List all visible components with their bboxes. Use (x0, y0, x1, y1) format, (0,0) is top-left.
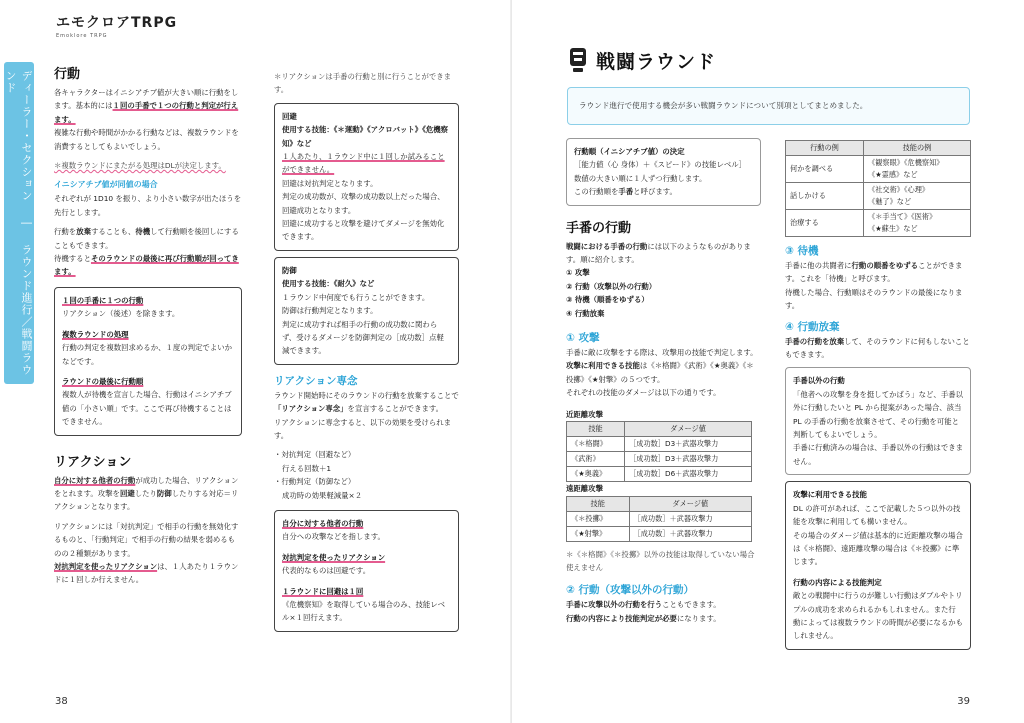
section-title-attack: ① 攻撃 (566, 332, 600, 345)
bold-span: 戦闘における手番の行動 (566, 241, 648, 251)
text-span: には以下のようなものがあります。順に紹介します。 (566, 241, 751, 265)
box-skill-text: 使用する技能：《＊運動》《アクロバット》《危機察知》など (282, 125, 449, 148)
text-span: は、１人あたり１ラウンドに１回しか行えません。 (54, 561, 239, 585)
right-column-1 (566, 138, 761, 625)
far-attack-table (566, 496, 752, 542)
attack-text: 手番に敵に攻撃をする際は、攻撃用の技能で判定します。 (566, 348, 758, 358)
page-number-left: 38 (55, 696, 68, 707)
table-cell: ［成功数］D3＋武器攻撃力 (625, 437, 752, 452)
bold-span: 攻撃に利用できる技能 (566, 361, 640, 371)
box-text: 《危機察知》を取得している場合のみ、技能レベル×１回行えます。 (282, 600, 446, 623)
bold-span: 手番に攻撃以外の行動を行う (566, 600, 663, 610)
box-text: 代表的なものは回避です。 (282, 566, 371, 576)
box-heading: 自分に対する他者の行動 (282, 518, 364, 528)
bold-span: 手番の行動を放棄 (785, 336, 845, 346)
text-span: になります。 (676, 613, 721, 623)
initiative-box (566, 138, 761, 206)
bold-span: 行動の順番をゆずる (851, 261, 919, 270)
table-cell: 治療する (786, 210, 864, 237)
box-text: 防御は行動判定となります。 (282, 306, 378, 316)
action-paragraph-2: 複雑な行動や時間がかかる行動などは、複数ラウンドを消費するとしてもよいでしょう。 (54, 128, 239, 151)
right-column-2 (785, 140, 971, 650)
wait-text-2: 待機した場合、行動順はそのラウンドの最後になります。 (785, 287, 963, 311)
intro-box: ラウンド進行で使用する機会が多い戦闘ラウンドについて別項としてまとめました。 (567, 87, 970, 125)
bold-span: 待機 (135, 227, 151, 237)
reaction-focus-text (274, 389, 459, 416)
initiative-tie-text: それぞれが 1D10 を振り、より小さい数字が出たほうを先行とします。 (54, 194, 242, 217)
far-attack-label: 遠距離攻撃 (566, 484, 603, 494)
section-title-reaction: リアクション (54, 454, 132, 470)
table-cell (864, 183, 971, 210)
box-heading: 攻撃に利用できる技能 (793, 490, 867, 500)
text-span: を宣言することができます。 (347, 404, 444, 414)
text-span: ことができます。これを「待機」と呼びます。 (785, 261, 963, 284)
box-heading: 対抗判定を使ったリアクション (282, 552, 386, 562)
bold-span: 「リアクション専念」 (274, 404, 348, 414)
section-title-turn-action: 手番の行動 (566, 220, 632, 236)
box-title: 回避 (282, 111, 297, 121)
box-text: 判定に成功すれば相手の行動の成功数に関わらず、受けるダメージを防御判定の［成功数］点軽減できます。 (282, 319, 444, 356)
text-span: したりする対応＝リアクションとなります。 (54, 488, 239, 512)
text-span: この行動順を (574, 187, 619, 197)
box-skill-text: 使用する技能：《耐久》など (282, 279, 375, 289)
other-action-text-2 (566, 612, 761, 625)
text-span: することも、 (90, 227, 136, 237)
reaction-paragraph (54, 474, 242, 514)
effect-item-2-detail: 成功時の効果軽減量×２ (282, 490, 363, 500)
box-heading: １ラウンドに回避は１回 (282, 586, 364, 596)
near-attack-table (566, 421, 752, 482)
logo (56, 12, 177, 39)
bold-span: 放棄 (76, 227, 91, 237)
cell-line: 《★霊感》など (868, 170, 918, 179)
text-span: 行動を (54, 227, 77, 237)
table-row (786, 156, 971, 183)
reaction-notes-box (274, 510, 459, 632)
cell-line: 《観察眼》《危機察知》 (868, 158, 944, 167)
table-row (786, 183, 971, 210)
section-title-give-up: ④ 行動放棄 (785, 320, 840, 333)
reaction-types-text: リアクションには「対抗判定」で相手の行動を無効化するものと、「行動判定」で相手の行動の結果を弱めるものの２種類があります。 (54, 521, 239, 558)
box-text: 行動の判定を複数回求めるか、１度の判定でよいかなどです。 (62, 343, 232, 366)
box-text: 手番に行動済みの場合は、手番以外の行動はできません。 (793, 443, 963, 466)
note-span: ＊複数ラウンドにまたがる処理はDLが決定します。 (54, 161, 226, 171)
box-text: リアクション（後述）を除きます。 (62, 309, 180, 319)
table-header: 行動の例 (786, 141, 864, 156)
table-cell: ［成功数］D3＋武器攻撃力 (625, 452, 752, 467)
battle-icon (568, 46, 588, 74)
table-cell (864, 156, 971, 183)
wait-text (785, 259, 971, 286)
logo-sub-text: Emoklore TRPG (56, 33, 108, 39)
box-heading: ラウンドの最後に行動順 (62, 376, 144, 386)
reaction-focus-effect: リアクションに専念すると、以下の効果を受けられます。 (274, 417, 452, 440)
turn-list-item: ④ 行動放棄 (566, 308, 605, 318)
table-cell: 《★奥義》 (567, 467, 625, 482)
action-notes-box (54, 287, 242, 436)
text-span: したり (134, 488, 157, 498)
turn-list-item: ② 行動（攻撃以外の行動） (566, 281, 657, 291)
table-header: 技能 (567, 496, 630, 511)
box-heading: １回の手番に１つの行動 (62, 295, 144, 305)
bold-span: 回避 (119, 488, 135, 498)
cell-line: 《社交術》《心理》 (868, 185, 930, 194)
box-limit-text: １人あたり、１ラウンド中に１回しか試みることができません。 (282, 152, 445, 175)
action-example-table (785, 140, 971, 237)
emphasis-span: 自分に対する他者の行動 (54, 475, 136, 485)
cell-line: 《＊手当て》《医術》 (868, 212, 937, 221)
text-span: 待機すると (54, 254, 91, 264)
box-text: その場合のダメージ値は基本的に近距離攻撃の場合は《＊格闘》、遠距離攻撃の場合は《＊投擲》に準じます。 (793, 530, 963, 567)
non-turn-action-box (785, 367, 971, 475)
text-span: こともできます。 (662, 600, 721, 610)
chapter-header (568, 46, 716, 74)
box-title: 防御 (282, 265, 297, 275)
table-header: ダメージ値 (625, 422, 752, 437)
text-span: して、そのラウンドに何もしないこともできます。 (785, 336, 970, 360)
text-span: 各キャラクターはイニシアチブ値が大きい順に行動をします。基本的には (54, 88, 239, 111)
box-text: 判定の成功数が、攻撃の成功数以上だった場合、回避成功となります。 (282, 192, 445, 215)
box-text: DL の許可があれば、ここで記載した５つ以外の技能を攻撃に利用しても構いません。 (793, 503, 961, 527)
table-cell: 《＊格闘》 (567, 437, 625, 452)
table-header: ダメージ値 (629, 496, 752, 511)
bold-span: 行動の内容により技能判定が必要 (566, 613, 677, 623)
section-title-other-action: ② 行動（攻撃以外の行動） (566, 584, 695, 597)
emphasis-span: 対抗判定を使ったリアクション (54, 561, 158, 571)
multi-round-note (54, 159, 242, 172)
box-text: 回避は対抗判定となります。 (282, 178, 378, 188)
box-text: 複数人が待機を宣言した場合、行動はイニシアチブ値の「小さい順」です。ここで再び待機することはできません。 (62, 390, 232, 427)
table-cell: 《★射撃》 (567, 526, 630, 541)
emphasis-span: そのラウンドの最後に再び行動順が回ってきます。 (54, 254, 239, 277)
table-note: ＊《＊格闘》《＊投擲》以外の技能は取得していない場合使えません (566, 549, 755, 572)
effect-item-1-detail: 行える回数＋1 (282, 463, 332, 473)
box-text (574, 185, 753, 198)
box-text: 「他者への攻撃を身を挺してかばう」など、手番以外に行動したいと PL から提案があった場合、該当 PL の手番の行動を放棄させて、その行動を可能と判断してもよいでしょう。 (793, 389, 963, 440)
table-cell: 何かを調べる (786, 156, 864, 183)
attack-damage-text: それぞれの技能のダメージは以下の通りです。 (566, 388, 721, 398)
table-header: 技能の例 (864, 141, 971, 156)
table-row (567, 437, 752, 452)
action-paragraph (54, 86, 242, 126)
turn-list-item: ① 攻撃 (566, 268, 590, 278)
table-cell (864, 210, 971, 237)
box-text: １ラウンド中何度でも行うことができます。 (282, 292, 430, 302)
right-page (512, 0, 1024, 723)
table-row (567, 467, 752, 482)
attack-notes-box (785, 481, 971, 649)
box-text: 数値の大きい順に１人ずつ行動します。 (574, 173, 707, 183)
box-text: 自分への攻撃などを指します。 (282, 532, 385, 542)
box-text: 敵との戦闘中に行うのが難しい行動はダブルやトリプルの成功を求められるかもしれません。また行動によっては複数ラウンドの時間が必要になるかもしれません。 (793, 591, 963, 641)
section-side-tab: ディーラー・セクション ― ラウンド進行／戦闘ラウンド (4, 62, 34, 384)
box-title: 手番以外の行動 (793, 376, 845, 386)
bold-span: 手番 (618, 187, 634, 197)
table-row (567, 511, 752, 526)
box-title: 行動順（イニシアチブ値）の決定 (574, 147, 685, 156)
box-heading: 複数ラウンドの処理 (62, 329, 129, 339)
table-row (567, 526, 752, 541)
box-text: ［能力値（心 身体）＋《スピード》の技能レベル］ (574, 160, 747, 170)
logo-main-text: エモクロアTRPG (56, 15, 178, 31)
effect-item-2: ・行動判定（防御など） (274, 477, 356, 487)
section-title-action: 行動 (54, 67, 81, 82)
box-text: 回避に成功すると攻撃を避けてダメージを無効化できます。 (282, 219, 445, 242)
table-row (567, 452, 752, 467)
table-cell: ［成功数］＋武器攻撃力 (629, 511, 752, 526)
table-header: 技能 (567, 422, 625, 437)
cell-line: 《★蘇生》など (868, 224, 918, 233)
near-attack-label: 近距離攻撃 (566, 409, 603, 419)
reaction-limit-text (54, 560, 242, 587)
section-title-wait: ③ 待機 (785, 245, 819, 257)
left-column-1 (54, 66, 242, 587)
text-span: 手番に他の共闘者に (785, 261, 852, 270)
defense-box (274, 257, 459, 365)
effect-item-1: ・対抗判定（回避など） (274, 450, 356, 460)
text-span: と呼びます。 (633, 187, 677, 197)
bold-span: 防御 (156, 488, 172, 498)
table-cell: ［成功数］＋武器攻撃力 (629, 526, 752, 541)
turn-list-item: ③ 待機（順番をゆずる） (566, 295, 649, 305)
box-heading: 行動の内容による技能判定 (793, 577, 882, 587)
text-span: は《＊格闘》《武術》《★奥義》《＊投擲》《★射撃》の５つです。 (566, 361, 754, 384)
table-row (786, 210, 971, 237)
give-up-text (54, 225, 242, 252)
turn-action-text (566, 240, 761, 267)
table-cell: 話しかける (786, 183, 864, 210)
evade-box (274, 103, 459, 251)
text-span: ラウンド開始時にそのラウンドの行動を放棄することで (274, 390, 459, 400)
page-number-right: 39 (957, 696, 970, 707)
give-up-text (785, 335, 971, 362)
cell-line: 《魅了》など (868, 197, 912, 206)
section-title-reaction-focus: リアクション専念 (274, 374, 358, 387)
table-cell: ［成功数］D6＋武器攻撃力 (625, 467, 752, 482)
left-column-2 (274, 70, 459, 632)
other-action-text (566, 598, 761, 611)
text-span: して行動順を後回しにすることもできます。 (54, 227, 239, 250)
table-cell: 《武術》 (567, 452, 625, 467)
attack-skills-text (566, 359, 761, 386)
wait-text (54, 252, 242, 279)
chapter-title: 戦闘ラウンド (596, 50, 717, 73)
text-span: が成功した場合、リアクションをとれます。攻撃を (54, 475, 239, 498)
table-cell: 《＊投擲》 (567, 511, 630, 526)
subheading-initiative-tie: イニシアチブ値が同値の場合 (54, 180, 158, 190)
emphasis-span: １回の手番で１つの行動と判定が行えます。 (54, 101, 239, 124)
reaction-note: ＊リアクションは手番の行動と別に行うことができます。 (274, 72, 452, 95)
